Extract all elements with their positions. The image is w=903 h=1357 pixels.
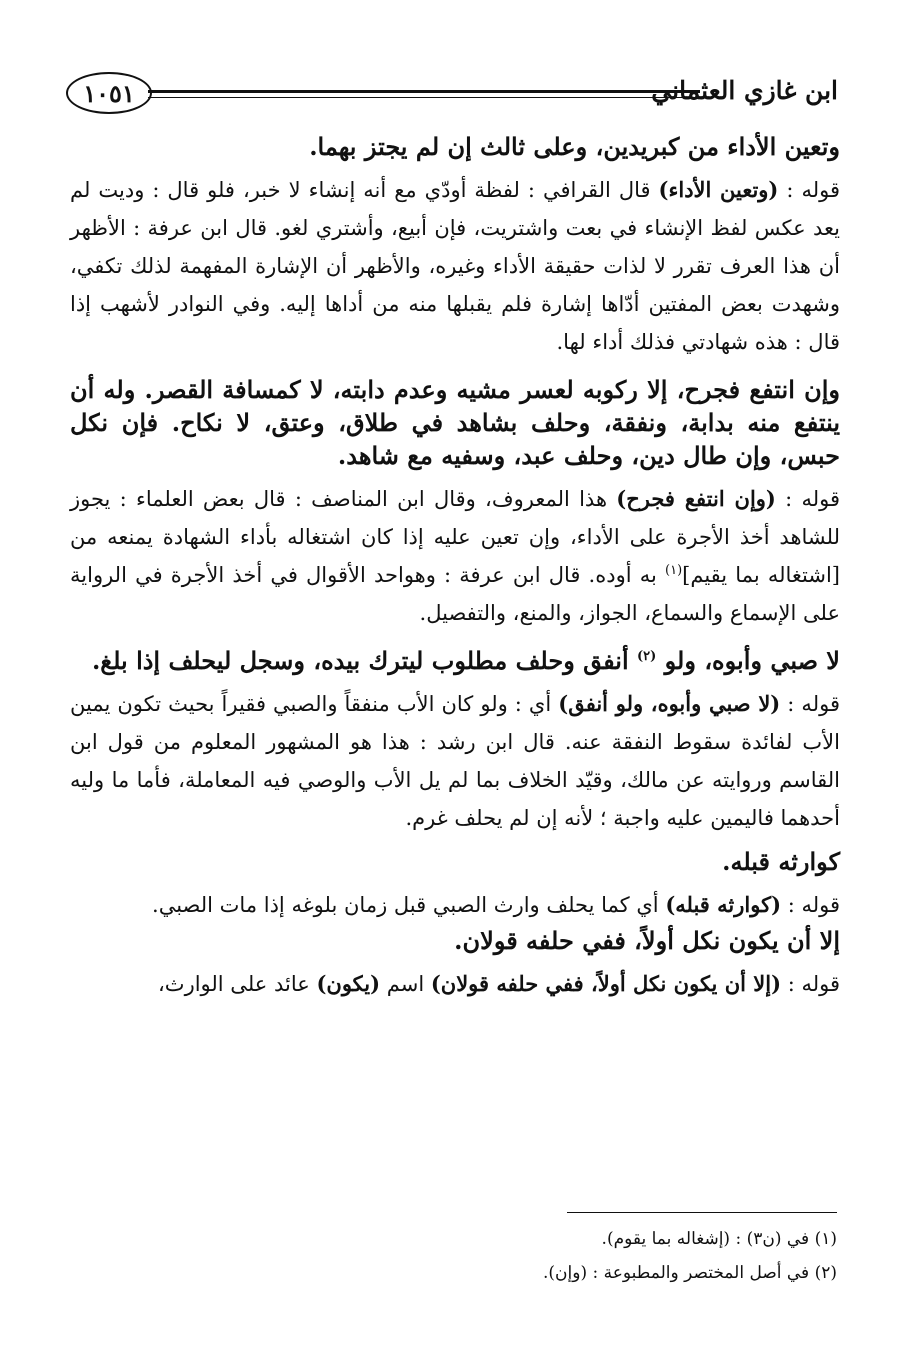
footnote-1: (١) في (ن٣) : (إشغاله بما يقوم). <box>601 1229 837 1249</box>
commentary-lead: قوله : <box>787 893 840 917</box>
commentary-text: أي كما يحلف وارث الصبي قبل زمان بلوغه إذا مات الصبي. <box>152 893 659 917</box>
quoted-matn: (إلا أن يكون نكل أولاً، ففي حلفه قولان) <box>430 971 782 996</box>
matn-text: أنفق وحلف مطلوب ليترك بيده، وسجل ليحلف إذا بلغ. <box>91 646 629 675</box>
commentary-text: قال القرافي : لفظة أودّي مع أنه إنشاء لا خبر، فلو قال : وديت لم يعد عكس لفظ الإنشاء في بعت واشتريت، فإن أبيع، وأشتري لغو. قال ابن عرفة : الأظهر أن هذا العرف تقرر لا لذات حقيقة الأداء وغيره، والأظهر أن الإشارة المفهمة لذلك تكفي، وشهدت بعض المفتين أدّاها إشارة فلم يقبلها منه من أداها إليه. وفي النوادر لأشهب إذا قال : هذه شهادتي فذلك أداء لها. <box>70 178 840 354</box>
header-rule <box>148 90 700 93</box>
commentary-text: اسم <box>386 972 425 996</box>
footnote-ref[interactable]: (١) <box>665 563 683 578</box>
commentary-lead: قوله : <box>787 692 840 716</box>
commentary-lead: قوله : <box>787 972 840 996</box>
commentary-paragraph <box>70 685 840 837</box>
commentary-text: أي : ولو كان الأب منفقاً والصبي فقيراً بحيث تكون يمين الأب لفائدة سقوط النفقة عنه. قال ابن رشد : هذا هو المشهور المعلوم من قول ابن القاسم وروايته عن مالك، وقيّد الخلاف بما لم يل الأب والوصي فيه المعاملة، فأما ما وليه أحدهما فاليمين عليه واجبة ؛ لأنه إن لم يحلف غرم. <box>70 692 840 830</box>
commentary-paragraph <box>70 480 840 632</box>
quoted-matn: (كوارثه قبله) <box>665 892 782 917</box>
commentary-text: عائد على الوارث، <box>158 972 310 996</box>
main-text <box>70 130 840 1003</box>
footnote-rule <box>567 1212 837 1213</box>
footnotes <box>67 1222 837 1290</box>
matn-paragraph: إلا أن يكون نكل أولاً، ففي حلفه قولان. <box>454 926 840 955</box>
footnote-ref[interactable]: (٢) <box>637 649 657 664</box>
commentary-lead: قوله : <box>785 487 840 511</box>
page-header <box>66 70 838 124</box>
page-number-text: ١٠٥١ <box>83 78 135 108</box>
commentary-text: به أوده. قال ابن عرفة : وهواحد الأقوال في أخذ الأجرة في الرواية على الإسماع والسماع، الجواز، والمنع، والتفصيل. <box>70 563 840 625</box>
commentary-text: هذا المعروف، وقال ابن المناصف : قال بعض العلماء : يجوز للشاهد أخذ الأجرة على الأداء، وإن تعين عليه إذا كان اشتغاله بأداء الشهادة يمنعه من [اشتغاله بما يقيم] <box>70 487 840 587</box>
commentary-paragraph <box>70 886 840 924</box>
matn-paragraph <box>70 644 840 677</box>
commentary-paragraph <box>70 965 840 1003</box>
page-number <box>66 72 152 114</box>
matn-text: لا صبي وأبوه، ولو <box>664 646 840 675</box>
matn-paragraph: وتعين الأداء من كبريدين، وعلى ثالث إن لم يجتز بهما. <box>309 132 840 161</box>
matn-paragraph: وإن انتفع فجرح، إلا ركوبه لعسر مشيه وعدم دابته، لا كمسافة القصر. وله أن ينتفع منه بدابة، ونفقة، وحلف بشاهد في طلاق، وعتق، لا نكاح. فإن نكل حبس، وإن طال دين، وحلف عبد، وسفيه مع شاهد. <box>70 375 840 470</box>
commentary-lead: قوله : <box>786 178 841 202</box>
header-rule-thin <box>148 97 700 98</box>
footnote-2: (٢) في أصل المختصر والمطبوعة : (وإن). <box>543 1263 837 1283</box>
running-title: ابن غازي العثماني <box>651 76 838 105</box>
commentary-paragraph <box>70 171 840 361</box>
quoted-matn: (وإن انتفع فجرح) <box>616 486 776 511</box>
matn-paragraph: كوارثه قبله. <box>722 847 840 876</box>
quoted-matn: (وتعين الأداء) <box>658 177 779 202</box>
quoted-matn: (لا صبي وأبوه، ولو أنفق) <box>558 691 781 716</box>
quoted-term: (يكون) <box>316 971 381 996</box>
